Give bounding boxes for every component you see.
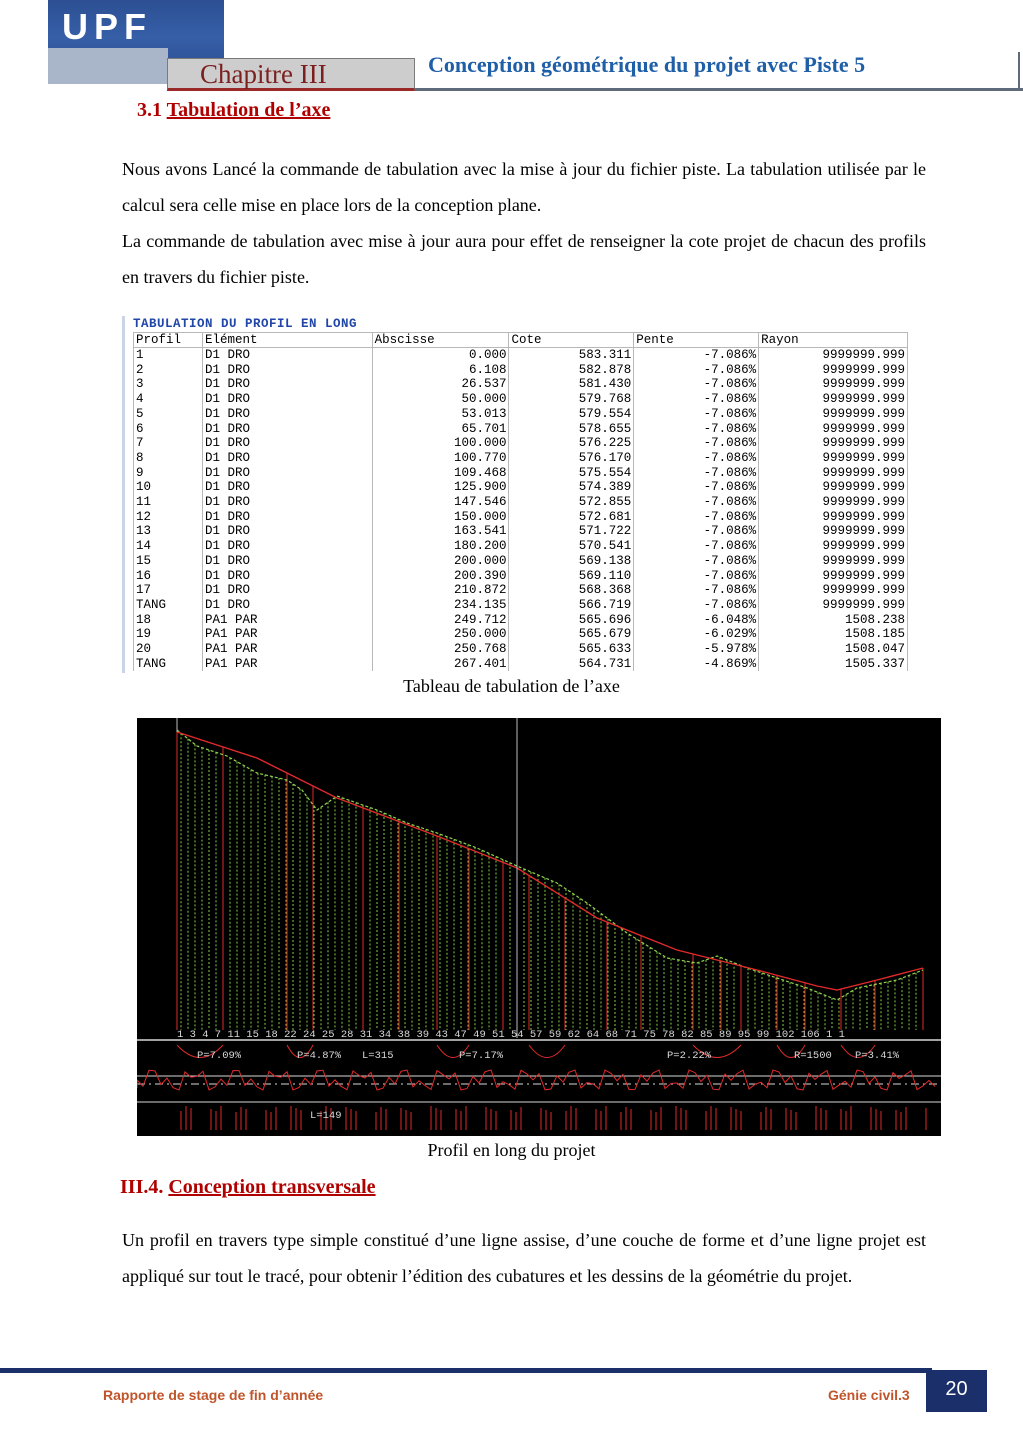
column-header: Profil xyxy=(134,333,203,348)
chapter-title: Conception géométrique du projet avec Piste 5 xyxy=(428,52,866,77)
table-cell: 565.633 xyxy=(509,642,634,657)
table-cell: 13 xyxy=(134,524,203,539)
table-cell: 568.368 xyxy=(509,583,634,598)
table-cell: D1 DRO xyxy=(202,436,372,451)
section-title: Conception transversale xyxy=(168,1176,376,1198)
table-row xyxy=(134,569,908,584)
table-cell: -7.086% xyxy=(634,348,759,363)
table-cell: 9999999.999 xyxy=(759,436,908,451)
table-cell: 565.696 xyxy=(509,613,634,628)
slope-label: P=7.09% xyxy=(197,1050,242,1062)
table-cell: 180.200 xyxy=(372,539,509,554)
table-cell: 109.468 xyxy=(372,466,509,481)
table-cell: 7 xyxy=(134,436,203,451)
table-cell: -7.086% xyxy=(634,451,759,466)
table-cell: D1 DRO xyxy=(202,524,372,539)
table-row xyxy=(134,598,908,613)
table-cell: 9999999.999 xyxy=(759,569,908,584)
section-title: Tabulation de l’axe xyxy=(166,99,331,121)
projet-line xyxy=(177,732,923,990)
table-cell: PA1 PAR xyxy=(202,657,372,672)
logo-band xyxy=(48,48,168,84)
table-cell: 100.000 xyxy=(372,436,509,451)
terrain-line xyxy=(177,730,923,1000)
table-row xyxy=(134,480,908,495)
table-cell: 11 xyxy=(134,495,203,510)
column-header: Rayon xyxy=(759,333,908,348)
table-cell: D1 DRO xyxy=(202,348,372,363)
table-cell: 572.855 xyxy=(509,495,634,510)
table-row xyxy=(134,627,908,642)
radius-label: R=1500 xyxy=(794,1050,832,1062)
table-row xyxy=(134,583,908,598)
table-cell: 3 xyxy=(134,377,203,392)
table-row xyxy=(134,407,908,422)
table-cell: 582.878 xyxy=(509,363,634,378)
table-cell: 1508.047 xyxy=(759,642,908,657)
table-row xyxy=(134,436,908,451)
table-cell: D1 DRO xyxy=(202,539,372,554)
table-cell: PA1 PAR xyxy=(202,613,372,628)
column-header: Cote xyxy=(509,333,634,348)
header-rule-vertical xyxy=(1018,52,1020,90)
table-cell: 15 xyxy=(134,554,203,569)
table-cell: D1 DRO xyxy=(202,392,372,407)
table-cell: D1 DRO xyxy=(202,495,372,510)
table-cell: TANG xyxy=(134,598,203,613)
table-cell: 163.541 xyxy=(372,524,509,539)
table-row xyxy=(134,524,908,539)
table-row xyxy=(134,657,908,672)
table-cell: 267.401 xyxy=(372,657,509,672)
table-cell: 100.770 xyxy=(372,451,509,466)
table-cell: 5 xyxy=(134,407,203,422)
figure-caption: Profil en long du projet xyxy=(427,1140,596,1160)
table-cell: -7.086% xyxy=(634,598,759,613)
table-cell: 9999999.999 xyxy=(759,510,908,525)
table-cell: 9999999.999 xyxy=(759,392,908,407)
table-cell: 566.719 xyxy=(509,598,634,613)
table-cell: -7.086% xyxy=(634,495,759,510)
table-cell: 9999999.999 xyxy=(759,480,908,495)
table-cell: 10 xyxy=(134,480,203,495)
table-cell: 19 xyxy=(134,627,203,642)
table-cell: 9999999.999 xyxy=(759,524,908,539)
table-cell: D1 DRO xyxy=(202,377,372,392)
table-row xyxy=(134,554,908,569)
slope-label: P=4.87% xyxy=(297,1050,342,1062)
table-cell: 9999999.999 xyxy=(759,583,908,598)
slope-label: P=2.22% xyxy=(667,1050,712,1062)
table-cell: D1 DRO xyxy=(202,407,372,422)
table-cell: 20 xyxy=(134,642,203,657)
table-cell: 9999999.999 xyxy=(759,407,908,422)
table-cell: 1508.185 xyxy=(759,627,908,642)
table-cell: -7.086% xyxy=(634,539,759,554)
column-header: Pente xyxy=(634,333,759,348)
long-profile-drawing xyxy=(137,718,941,1136)
table-cell: 9999999.999 xyxy=(759,422,908,437)
table-row xyxy=(134,377,908,392)
table-cell: 9999999.999 xyxy=(759,451,908,466)
table-cell: 565.679 xyxy=(509,627,634,642)
table-cell: 26.537 xyxy=(372,377,509,392)
table-cell: 9999999.999 xyxy=(759,495,908,510)
table-cell: D1 DRO xyxy=(202,569,372,584)
table-cell: 250.000 xyxy=(372,627,509,642)
table-cell: D1 DRO xyxy=(202,480,372,495)
table-cell: 579.768 xyxy=(509,392,634,407)
table-cell: -7.086% xyxy=(634,392,759,407)
table-row xyxy=(134,642,908,657)
table-cell: -7.086% xyxy=(634,510,759,525)
table-cell: -7.086% xyxy=(634,480,759,495)
table-cell: D1 DRO xyxy=(202,451,372,466)
table-row xyxy=(134,466,908,481)
table-cell: D1 DRO xyxy=(202,554,372,569)
table-cell: D1 DRO xyxy=(202,583,372,598)
table-cell: 16 xyxy=(134,569,203,584)
table-cell: 0.000 xyxy=(372,348,509,363)
table-cell: 12 xyxy=(134,510,203,525)
table-cell: 150.000 xyxy=(372,510,509,525)
tabulation-rows xyxy=(134,348,908,672)
table-cell: 570.541 xyxy=(509,539,634,554)
table-cell: 571.722 xyxy=(509,524,634,539)
table-row xyxy=(134,348,908,363)
table-cell: -7.086% xyxy=(634,377,759,392)
tabulation-title: TABULATION DU PROFIL EN LONG xyxy=(133,317,358,331)
section-heading-transversale xyxy=(120,1176,376,1199)
table-cell: D1 DRO xyxy=(202,422,372,437)
table-cell: 9999999.999 xyxy=(759,554,908,569)
table-cell: 18 xyxy=(134,613,203,628)
paragraph-transversale: Un profil en travers type simple constitué d’une ligne assise, d’une couche de forme et d’une ligne projet est appliqué sur tout le tracé, pour obtenir l’édition des cubatures et les dessins de la géométrie du projet. xyxy=(122,1230,926,1286)
table-row xyxy=(134,613,908,628)
section-heading-tabulation xyxy=(137,99,330,122)
table-cell: 65.701 xyxy=(372,422,509,437)
table-cell: 575.554 xyxy=(509,466,634,481)
chapter-tab xyxy=(167,58,415,91)
table-cell: 1 xyxy=(134,348,203,363)
table-cell: PA1 PAR xyxy=(202,627,372,642)
footer-department: Génie civil.3 xyxy=(828,1387,910,1403)
table-cell: 2 xyxy=(134,363,203,378)
header-rule xyxy=(415,88,1023,91)
table-cell: 9999999.999 xyxy=(759,539,908,554)
table-cell: D1 DRO xyxy=(202,466,372,481)
table-cell: 576.170 xyxy=(509,451,634,466)
section-number: 3.1 xyxy=(137,99,162,121)
table-cell: 569.110 xyxy=(509,569,634,584)
table-cell: -7.086% xyxy=(634,363,759,378)
table-cell: -6.029% xyxy=(634,627,759,642)
table-cell: D1 DRO xyxy=(202,363,372,378)
table-caption: Tableau de tabulation de l’axe xyxy=(403,676,620,696)
table-cell: 6.108 xyxy=(372,363,509,378)
slope-label: P=7.17% xyxy=(459,1050,504,1062)
table-cell: 576.225 xyxy=(509,436,634,451)
table-cell: 14 xyxy=(134,539,203,554)
table-cell: 53.013 xyxy=(372,407,509,422)
table-cell: 583.311 xyxy=(509,348,634,363)
length-label: L=315 xyxy=(362,1050,394,1062)
table-cell: 1508.238 xyxy=(759,613,908,628)
table-row xyxy=(134,495,908,510)
table-row xyxy=(134,363,908,378)
table-cell: -7.086% xyxy=(634,436,759,451)
footer-rule xyxy=(0,1368,932,1373)
paragraph-tabulation-2: La commande de tabulation avec mise à jour aura pour effet de renseigner la cote projet de chacun des profils en travers du fichier piste. xyxy=(122,231,926,287)
table-cell: 8 xyxy=(134,451,203,466)
table-row xyxy=(134,392,908,407)
curvature-band xyxy=(137,1070,935,1090)
table-cell: 572.681 xyxy=(509,510,634,525)
column-header: Abscisse xyxy=(372,333,509,348)
table-cell: 234.135 xyxy=(372,598,509,613)
table-cell: -7.086% xyxy=(634,583,759,598)
table-row xyxy=(134,451,908,466)
table-cell: 147.546 xyxy=(372,495,509,510)
table-cell: -7.086% xyxy=(634,407,759,422)
table-cell: 1505.337 xyxy=(759,657,908,672)
page-number-box xyxy=(926,1370,987,1412)
slope-band-curve xyxy=(529,1045,565,1058)
table-cell: 6 xyxy=(134,422,203,437)
length-label: L=149 xyxy=(310,1110,342,1122)
table-cell: 9999999.999 xyxy=(759,377,908,392)
table-cell: 9999999.999 xyxy=(759,466,908,481)
table-cell: 574.389 xyxy=(509,480,634,495)
table-cell: D1 DRO xyxy=(202,598,372,613)
table-cell: -7.086% xyxy=(634,524,759,539)
table-cell: -6.048% xyxy=(634,613,759,628)
table-cell: 249.712 xyxy=(372,613,509,628)
table-cell: 581.430 xyxy=(509,377,634,392)
table-cell: -5.978% xyxy=(634,642,759,657)
table-cell: 210.872 xyxy=(372,583,509,598)
table-cell: 250.768 xyxy=(372,642,509,657)
table-cell: -7.086% xyxy=(634,466,759,481)
slope-label: P=3.41% xyxy=(855,1050,900,1062)
long-profile-figure xyxy=(137,718,941,1136)
profile-number-labels: 1 3 4 7 11 15 18 22 24 25 28 31 34 38 39 43 47 49 51 54 57 59 62 64 68 71 75 78 82 85 89 95 99 102 106 1 1 xyxy=(177,1029,845,1041)
table-cell: 564.731 xyxy=(509,657,634,672)
table-cell: 125.900 xyxy=(372,480,509,495)
table-row xyxy=(134,422,908,437)
chapter-label: Chapitre III xyxy=(200,59,327,89)
logo-text: UPF xyxy=(62,6,152,47)
table-row xyxy=(134,510,908,525)
table-cell: PA1 PAR xyxy=(202,642,372,657)
table-cell: 569.138 xyxy=(509,554,634,569)
table-cell: 579.554 xyxy=(509,407,634,422)
table-cell: D1 DRO xyxy=(202,510,372,525)
table-cell: 578.655 xyxy=(509,422,634,437)
tabulation-table-panel xyxy=(122,316,908,673)
table-cell: 50.000 xyxy=(372,392,509,407)
table-cell: -7.086% xyxy=(634,422,759,437)
table-cell: -7.086% xyxy=(634,554,759,569)
paragraph-tabulation-1: Nous avons Lancé la commande de tabulation avec la mise à jour du fichier piste. La tabulation utilisée par le calcul sera celle mise en place lors de la conception plane. xyxy=(122,159,926,215)
page-number: 20 xyxy=(945,1378,968,1400)
table-cell: 4 xyxy=(134,392,203,407)
table-row xyxy=(134,539,908,554)
table-cell: 17 xyxy=(134,583,203,598)
section-number: III.4. xyxy=(120,1176,164,1198)
table-cell: 9999999.999 xyxy=(759,598,908,613)
table-cell: TANG xyxy=(134,657,203,672)
table-cell: 9 xyxy=(134,466,203,481)
table-cell: 200.000 xyxy=(372,554,509,569)
table-cell: -7.086% xyxy=(634,569,759,584)
column-header: Elément xyxy=(202,333,372,348)
table-cell: 9999999.999 xyxy=(759,363,908,378)
table-cell: 200.390 xyxy=(372,569,509,584)
table-cell: 9999999.999 xyxy=(759,348,908,363)
tabulation-table xyxy=(133,332,908,671)
footer-report-title: Rapporte de stage de fin d’année xyxy=(103,1387,324,1403)
table-cell: -4.869% xyxy=(634,657,759,672)
